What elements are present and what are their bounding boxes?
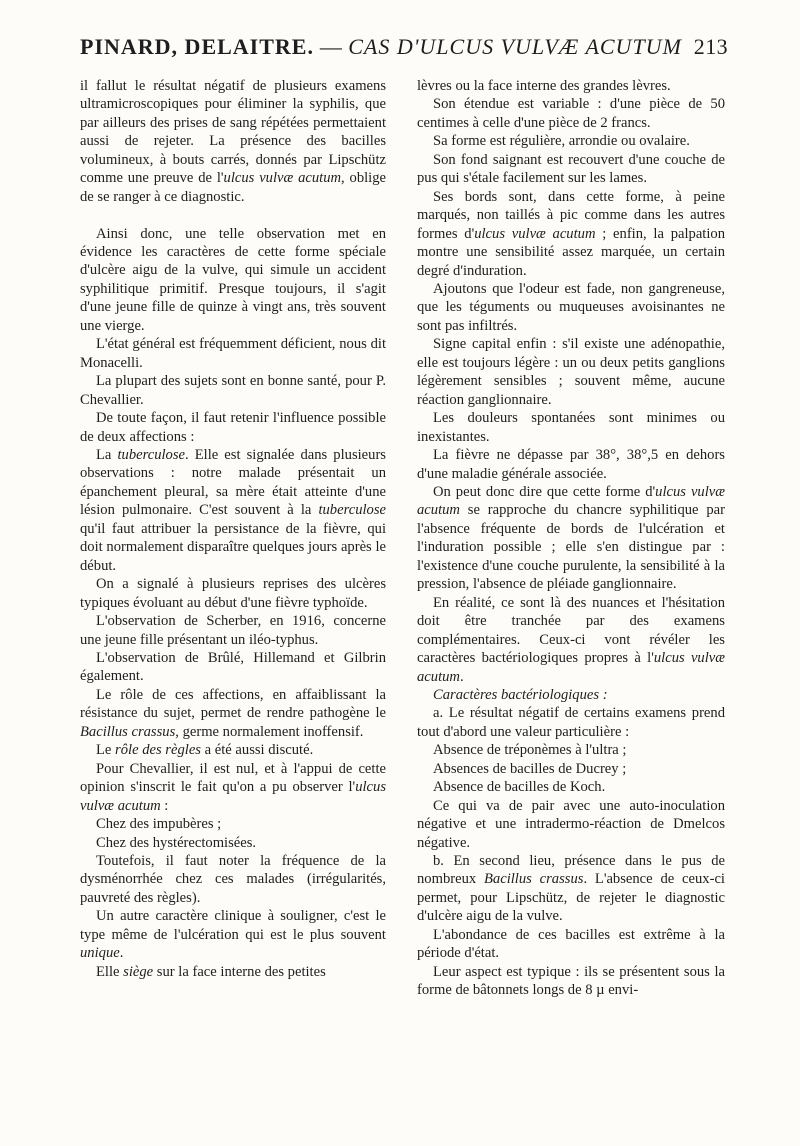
paragraph: L'état général est fréquemment déficient, nous dit Monacelli. [80,336,386,371]
paragraph: Un autre caractère clinique à souligner, c'est le type même de l'ulcération qui est le plus souvent unique. [80,908,386,962]
paragraph: Signe capital enfin : s'il existe une adénopathie, elle est toujours légère : un ou deux petits ganglions légèrement sensibles ; souvent même, aucune réaction ganglionnaire. [417,336,725,408]
paragraph: a. Le résultat négatif de certains examens prend tout d'abord une valeur particulière : [417,705,725,740]
paragraph: Ainsi donc, une telle observation met en évidence les caractères de cette forme spéciale d'ulcère aigu de la vulve, qui simule un accident syphilitique primitif. Presque toujours, il s'agit d'une jeune fille de quinze à vingt ans, très souvent une vierge. [80,225,386,334]
paragraph: lèvres ou la face interne des grandes lèvres. [417,78,671,94]
list-item: Absence de tréponèmes à l'ultra ; [433,742,627,759]
paragraph: Ajoutons que l'odeur est fade, non gangreneuse, que les téguments ou muqueuses avoisinantes ne sont pas infiltrés. [417,280,725,334]
right-column [417,77,725,1000]
paragraph: Ce qui va de pair avec une auto-inoculation négative et une intradermo-réaction de Dmelcos négative. [417,797,725,851]
paragraph: Le rôle de ces affections, en affaiblissant la résistance du sujet, permet de rendre pathogène le Bacillus crassus, germe normalement inoffensif. [80,686,386,740]
paragraph: b. En second lieu, présence dans le pus de nombreux Bacillus crassus. L'absence de ceux-ci permet, pour Lipschütz, de rejeter le diagnostic d'ulcère aigu de la vulve. [417,853,725,925]
paragraph: Elle siège sur la face interne des petites [96,963,326,980]
section-heading: Caractères bactériologiques : [433,686,608,703]
paragraph: Son fond saignant est recouvert d'une couche de pus qui s'étale facilement sur les lames. [417,151,725,187]
paragraph: Le rôle des règles a été aussi discuté. [96,742,314,759]
paragraph: Ses bords sont, dans cette forme, à peine marqués, non taillés à pic comme dans les autres formes d'ulcus vulvæ acutum ; enfin, la palpation montre une sensibilité assez marquée, un certain degré d'induration. [417,188,725,279]
paragraph: On a signalé à plusieurs reprises des ulcères typiques évoluant au début d'une fièvre typhoïde. [80,576,386,611]
list-item: Absences de bacilles de Ducrey ; [433,760,627,777]
paragraph: L'observation de Scherber, en 1916, concerne une jeune fille présentant un iléo-typhus. [80,613,386,648]
paragraph: Leur aspect est typique : ils se présentent sous la forme de bâtonnets longs de 8 µ envi- [417,963,725,999]
paragraph: Son étendue est variable : d'une pièce de 50 centimes à celle d'une pièce de 2 francs. [417,96,725,131]
paragraph: De toute façon, il faut retenir l'influence possible de deux affections : [80,410,386,445]
paragraph: Pour Chevallier, il est nul, et à l'appui de cette opinion s'inscrit le fait qu'on a pu observer l'ulcus vulvæ acutum : [80,760,386,814]
paragraph: Chez des impubères ; [96,816,222,833]
paragraph: L'observation de Brûlé, Hillemand et Gilbrin également. [80,649,386,685]
paragraph: On peut donc dire que cette forme d'ulcus vulvæ acutum se rapproche du chancre syphilitique par l'absence fréquente de bords de l'ulcération et l'induration possible ; elle s'en distingue par : l'existence d'une couche purulente, la sensibilité à la pression, l'absence de pléiade ganglionnaire. [417,483,725,593]
paragraph: Sa forme est régulière, arrondie ou ovalaire. [433,133,690,150]
header-title: CAS D'ULCUS VULVÆ ACUTUM [348,34,682,59]
page-number: 213 [693,34,728,59]
list-item: Absence de bacilles de Koch. [433,779,606,796]
paragraph: L'abondance de ces bacilles est extrême à la période d'état. [417,926,725,962]
paragraph: La fièvre ne dépasse par 38°, 38°,5 en dehors d'une maladie générale associée. [417,447,725,482]
header-authors: PINARD, DELAITRE. [80,34,314,59]
running-header [80,34,728,60]
paragraph: La plupart des sujets sont en bonne santé, pour P. Chevallier. [80,373,386,408]
paragraph: Toutefois, il faut noter la fréquence de la dysménorrhée chez ces malades (irrégularités, pauvreté des règles). [80,852,386,906]
left-column [80,77,386,981]
paragraph: En réalité, ce sont là des nuances et l'hésitation doit être tranchée par des examens complémentaires. Ceux-ci vont révéler les caractères bactériologiques propres à l'ulcus vulvæ acutum. [417,594,725,685]
paragraph: Les douleurs spontanées sont minimes ou inexistantes. [417,410,725,445]
paragraph: il fallut le résultat négatif de plusieurs examens ultramicroscopiques pour éliminer la syphilis, que par ailleurs des prises de sang répétées permettaient aussi de rejeter. La présence des bacilles volumineux, à bouts carrés, donnés par Lipschütz comme une preuve de l'ulcus vulvæ acutum, oblige de se ranger à ce diagnostic. [80,78,386,205]
paragraph: La tuberculose. Elle est signalée dans plusieurs observations : notre malade présentait un épanchement pleural, sa mère était atteinte d'une lésion pulmonaire. C'est souvent à la tuberculose qu'il faut attribuer la persistance de la fièvre, qui doit normalement disparaître quelques jours après le début. [80,447,386,574]
paragraph: Chez des hystérectomisées. [96,834,257,851]
header-dash: — [319,34,343,59]
